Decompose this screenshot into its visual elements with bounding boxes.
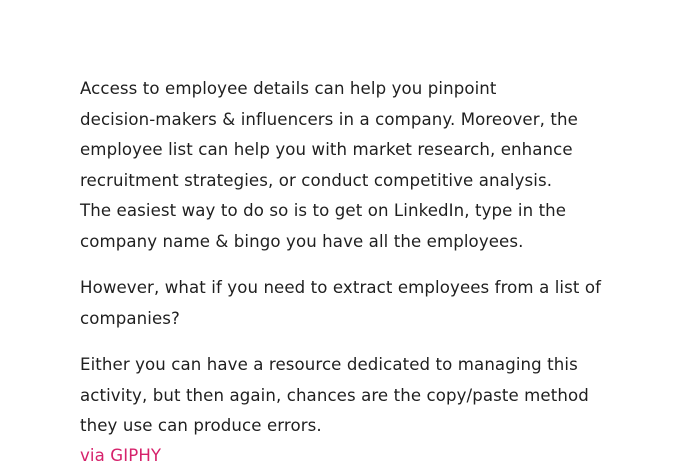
paragraph-employee-details	[80, 74, 640, 258]
paragraph-line: Either you can have a resource dedicated to managing this	[80, 354, 578, 374]
paragraph-extract-question	[80, 273, 640, 334]
paragraph-line: However, what if you need to extract employees from a list of	[80, 278, 602, 298]
via-giphy-link[interactable]: via GIPHY	[80, 445, 162, 465]
paragraph-line: activity, but then again, chances are the copy/paste method	[80, 385, 589, 405]
paragraph-line: The easiest way to do so is to get on LinkedIn, type in the	[80, 201, 567, 221]
paragraph-line: they use can produce errors.	[80, 416, 322, 436]
paragraph-resource-errors	[80, 350, 640, 442]
paragraph-line: recruitment strategies, or conduct competitive analysis.	[80, 170, 553, 190]
paragraph-line: employee list can help you with market research, enhance	[80, 140, 573, 160]
paragraph-line: decision-makers & influencers in a company. Moreover, the	[80, 109, 578, 129]
article-body	[80, 74, 640, 471]
paragraph-line: companies?	[80, 308, 180, 328]
paragraph-line: company name & bingo you have all the employees.	[80, 231, 524, 251]
paragraph-line: Access to employee details can help you pinpoint	[80, 79, 497, 98]
